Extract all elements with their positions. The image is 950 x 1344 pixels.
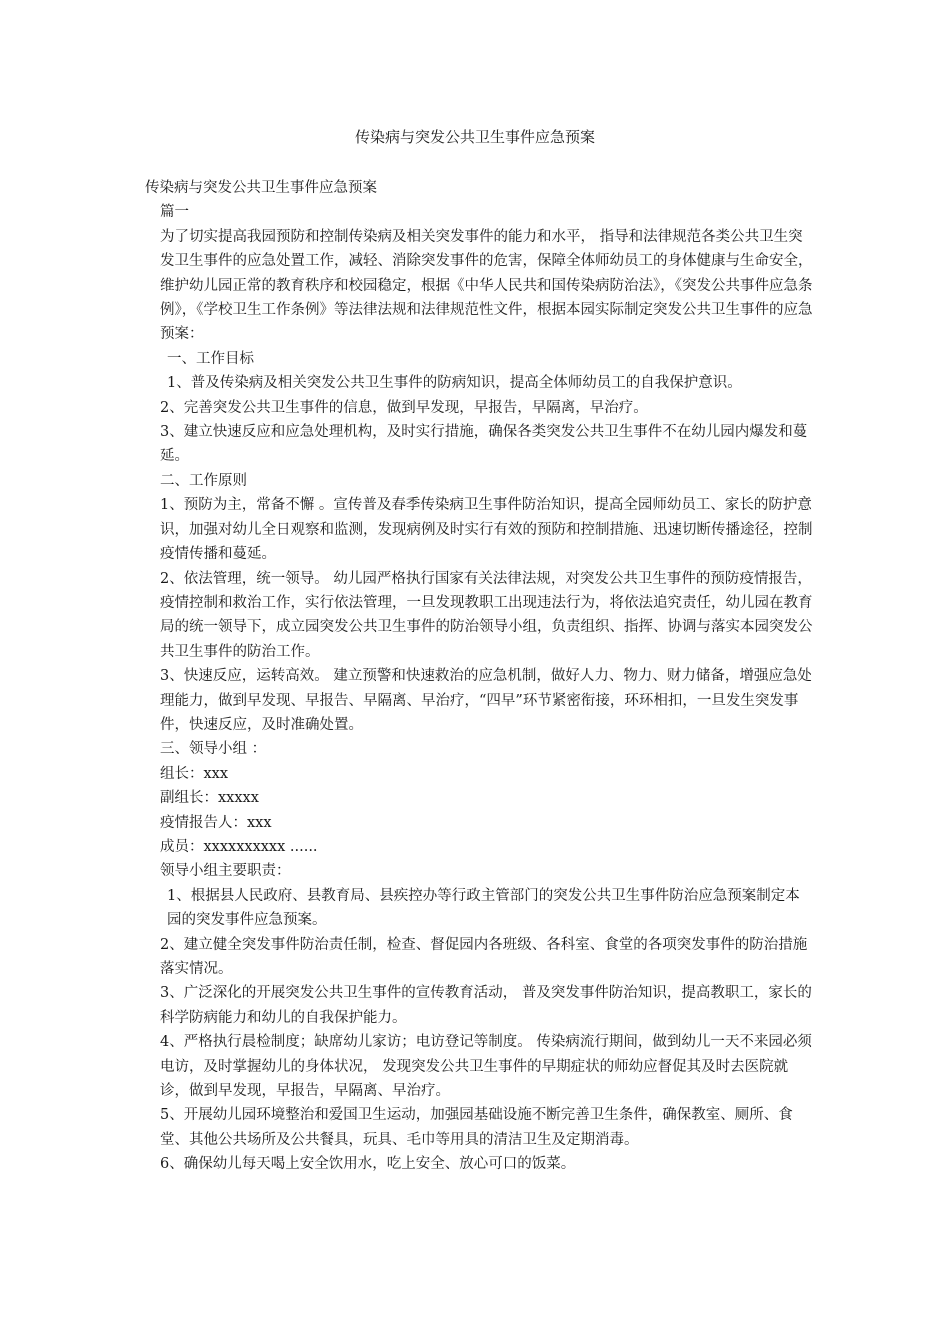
principle-item-1: 1、预防为主，常备不懈 。宣传普及春季传染病卫生事件防治知识，提高全园师幼员工、家长的防护意识，加强对幼儿全日观察和监测，发现病例及时实行有效的预防和控制措施、迅速切断传播途径，控制疫情传播和蔓延。: [160, 497, 813, 563]
duty-item-1: 1、根据县人民政府、县教育局、县疾控办等行政主管部门的突发公共卫生事件防治应急预案制定本园的突发事件应急预案。: [167, 887, 800, 929]
goal-item-1: 1、普及传染病及相关突发公共卫生事件的防病知识，提高全体师幼员工的自我保护意识。: [167, 375, 742, 392]
section-heading-goals: 一、工作目标: [167, 350, 254, 367]
section-label-piece-one: 篇一: [160, 204, 189, 221]
duty-item-3: 3、广泛深化的开展突发公共卫生事件的宣传教育活动， 普及突发事件防治知识，提高教职工，家长的科学防病能力和幼儿的自我保护能力。: [160, 985, 812, 1026]
deputy-leader-line: 副组长：xxxxx: [160, 790, 259, 807]
principle-item-3: 3、快速反应，运转高效。 建立预警和快速救治的应急机制，做好人力、物力、财力储备，增强应急处理能力，做到早发现、早报告、早隔离、早治疗，“四早”环节紧密衔接，环环相扣，一旦发生突发事件，快速反应，及时准确处置。: [160, 668, 812, 733]
intro-paragraph: 为了切实提高我园预防和控制传染病及相关突发事件的能力和水平， 指导和法律规范各类公共卫生突发卫生事件的应急处置工作，减轻、消除突发事件的危害，保障全体师幼员工的身体健康与生命安全，维护幼儿园正常的教育秩序和校园稳定，根据《中华人民共和国传染病防治法》，《突发公共事件应急条例》，《学校卫生工作条例》等法律法规和法律规范性文件，根据本园实际制定突发公共卫生事件的应急预案：: [160, 228, 813, 343]
reporter-line: 疫情报告人：xxx: [160, 814, 272, 831]
goal-item-2: 2、完善突发公共卫生事件的信息，做到早发现，早报告，早隔离，早治疗。: [160, 399, 648, 416]
document-title: 传染病与突发公共卫生事件应急预案: [354, 128, 595, 146]
leader-line: 组长：xxx: [160, 765, 229, 782]
duty-item-2: 2、建立健全突发事件防治责任制，检查、督促园内各班级、各科室、食堂的各项突发事件的防治措施落实情况。: [160, 936, 808, 977]
section-heading-leadership: 三、领导小组 ：: [160, 741, 267, 758]
body-heading: 传染病与突发公共卫生事件应急预案: [145, 180, 377, 196]
members-line: 成员：xxxxxxxxxx ......: [160, 838, 318, 855]
section-heading-principles: 二、工作原则: [160, 472, 247, 489]
duties-heading: 领导小组主要职责：: [160, 863, 291, 880]
principle-item-2: 2、依法管理，统一领导。 幼儿园严格执行国家有关法律法规，对突发公共卫生事件的预防疫情报告，疫情控制和救治工作，实行依法管理，一旦发现教职工出现违法行为，将依法追究责任，幼儿园在教育局的统一领导下，成立园突发公共卫生事件的防治领导小组，负责组织、指挥、协调与落实本园突发公共卫生事件的防治工作。: [160, 570, 813, 660]
duty-item-4: 4、严格执行晨检制度；缺席幼儿家访；电访登记等制度。 传染病流行期间，做到幼儿一天不来园必须电访，及时掌握幼儿的身体状况， 发现突发公共卫生事件的早期症状的师幼应督促其及时去医院就诊，做到早发现，早报告，早隔离、早治疗。: [160, 1034, 812, 1100]
duty-item-5: 5、开展幼儿园环境整治和爱国卫生运动，加强园基础设施不断完善卫生条件，确保教室、厕所、食堂、其他公共场所及公共餐具，玩具、毛巾等用具的清洁卫生及定期消毒。: [160, 1107, 793, 1148]
duty-item-6: 6、确保幼儿每天喝上安全饮用水，吃上安全、放心可口的饭菜。: [160, 1156, 576, 1173]
goal-item-3: 3、建立快速反应和应急处理机构，及时实行措施，确保各类突发公共卫生事件不在幼儿园内爆发和蔓延。: [160, 424, 808, 465]
document-body: [145, 176, 813, 1177]
